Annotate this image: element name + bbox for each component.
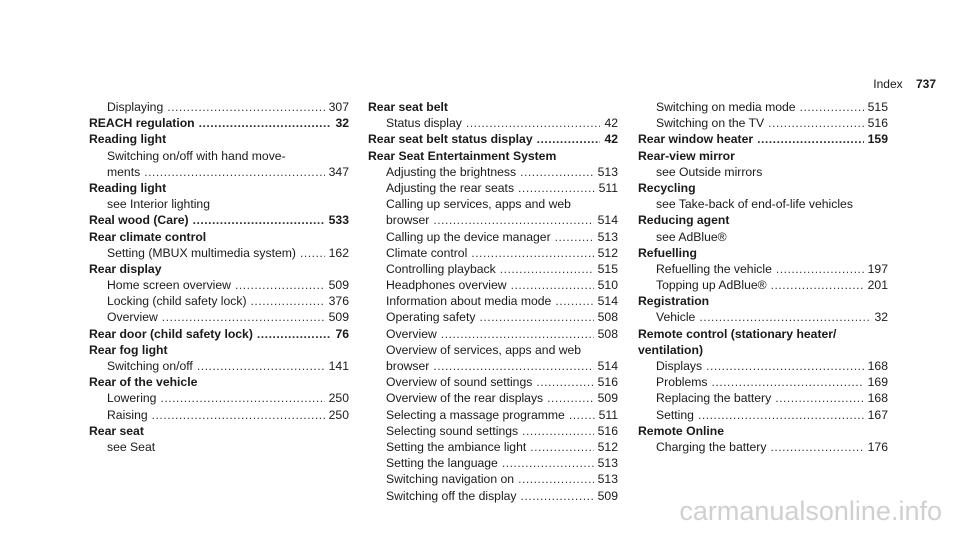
index-subentry [89, 245, 349, 261]
leader-dots [775, 390, 863, 406]
entry-page-number: 347 [328, 164, 349, 179]
index-heading [89, 261, 349, 277]
index-heading [638, 326, 888, 342]
index-subentry [89, 358, 349, 374]
entry-page-number: 514 [597, 294, 618, 309]
leader-dots [555, 293, 593, 309]
entry-label: Displays [656, 359, 703, 373]
index-subentry [368, 407, 618, 423]
index-subentry [638, 99, 888, 115]
leader-dots [555, 229, 594, 245]
index-subentry [368, 164, 618, 180]
index-heading [89, 115, 349, 131]
leader-dots [433, 358, 593, 374]
index-heading [638, 212, 888, 228]
index-subentry [89, 309, 349, 325]
entry-label: Selecting sound settings [386, 423, 519, 438]
index-subentry [368, 455, 618, 471]
entry-label: Topping up AdBlue® [656, 278, 767, 293]
entry-label: Charging the battery [656, 439, 767, 454]
entry-label: Locking (child safety lock) [107, 294, 247, 309]
index-subentry [368, 293, 618, 309]
index-subentry [368, 115, 618, 131]
leader-dots [500, 261, 594, 277]
leader-dots [152, 407, 325, 423]
entry-label: Information about media mode [386, 294, 552, 309]
leader-dots [771, 277, 864, 293]
entry-label: Rear fog light [89, 342, 168, 357]
entry-label: browser [386, 359, 430, 373]
index-heading [638, 245, 888, 261]
index-subentry [368, 326, 618, 342]
entry-page-number: 515 [867, 100, 888, 114]
entry-page-number: 76 [335, 326, 349, 341]
index-subentry [368, 471, 618, 487]
entry-page-number: 509 [597, 488, 618, 503]
index-column-1 [89, 99, 349, 455]
index-subentry [638, 164, 888, 180]
entry-label: see Outside mirrors [656, 164, 763, 179]
index-heading [368, 99, 618, 115]
entry-page-number: 511 [598, 407, 618, 422]
index-subentry [89, 99, 349, 115]
entry-label: Remote Online [638, 423, 725, 438]
index-subentry [368, 423, 618, 439]
entry-label: Operating safety [386, 310, 476, 325]
entry-label: Switching on the TV [656, 116, 765, 131]
index-subentry [638, 277, 888, 293]
entry-page-number: 514 [597, 359, 618, 373]
index-heading [368, 131, 618, 147]
entry-label: Overview of sound settings [386, 375, 533, 390]
index-subentry [638, 439, 888, 455]
entry-page-number: 32 [874, 310, 888, 325]
index-subentry [368, 180, 618, 196]
entry-label: Refuelling [638, 245, 697, 260]
leader-dots [162, 309, 325, 325]
index-subentry [638, 261, 888, 277]
leader-dots [193, 212, 325, 228]
entry-label: Problems [656, 375, 708, 390]
entry-label: Setting the language [386, 456, 498, 471]
index-subentry [638, 390, 888, 406]
watermark: carmanualsonline.info [679, 496, 942, 526]
leader-dots [698, 407, 864, 423]
entry-label: Rear door (child safety lock) [89, 326, 253, 341]
index-subentry [89, 148, 349, 164]
entry-page-number: 176 [867, 439, 888, 454]
entry-label: Calling up the device manager [386, 229, 551, 244]
entry-label: Overview [386, 326, 437, 341]
entry-page-number: 167 [867, 407, 888, 422]
leader-dots [770, 439, 863, 455]
entry-label: Rear seat [89, 423, 144, 438]
leader-dots [518, 180, 595, 196]
leader-dots [547, 390, 594, 406]
index-heading [89, 131, 349, 147]
entry-label: Setting (MBUX multimedia system) [107, 245, 296, 260]
index-subentry [368, 261, 618, 277]
entry-label: Recycling [638, 180, 696, 195]
leader-dots [160, 390, 324, 406]
index-subentry [368, 390, 618, 406]
leader-dots [511, 277, 594, 293]
entry-page-number: 162 [328, 245, 349, 260]
entry-label: Overview of services, apps and web [386, 342, 582, 357]
index-subentry [368, 277, 618, 293]
entry-label: browser [386, 213, 430, 228]
entry-page-number: 533 [328, 213, 349, 228]
index-heading [638, 342, 888, 358]
leader-dots [536, 374, 593, 390]
entry-label: Rear window heater [638, 132, 754, 147]
entry-page-number: 169 [867, 375, 888, 390]
leader-dots [711, 374, 863, 390]
index-subentry [89, 390, 349, 406]
entry-page-number: 516 [867, 116, 888, 131]
entry-label: see Take-back of end-of-life vehicles [656, 197, 853, 212]
leader-dots [757, 131, 864, 147]
entry-label: Switching off the display [386, 488, 517, 503]
entry-label: ments [107, 164, 141, 179]
index-subentry [368, 245, 618, 261]
entry-label: Reducing agent [638, 213, 730, 228]
index-subentry [89, 164, 349, 180]
entry-page-number: 197 [867, 261, 888, 276]
entry-label: Lowering [107, 391, 157, 406]
index-subentry [368, 374, 618, 390]
entry-label: Adjusting the rear seats [386, 180, 515, 195]
leader-dots [569, 407, 595, 423]
leader-dots [699, 309, 870, 325]
entry-label: Vehicle [656, 310, 696, 325]
entry-page-number: 509 [597, 391, 618, 406]
entry-label: Climate control [386, 245, 468, 260]
index-subentry [638, 358, 888, 374]
entry-label: Status display [386, 116, 462, 131]
index-column-3 [638, 99, 888, 455]
index-heading [89, 342, 349, 358]
index-heading [638, 131, 888, 147]
index-subentry [638, 374, 888, 390]
index-subentry [368, 439, 618, 455]
entry-page-number: 32 [335, 116, 349, 131]
page-number: 737 [915, 77, 936, 91]
entry-label: Headphones overview [386, 278, 507, 293]
entry-page-number: 512 [597, 245, 618, 260]
index-subentry [638, 407, 888, 423]
entry-label: Reading light [89, 132, 167, 147]
entry-page-number: 510 [597, 278, 618, 293]
leader-dots [251, 293, 325, 309]
entry-label: ventilation) [638, 342, 704, 357]
index-subentry [368, 488, 618, 504]
index-subentry [368, 212, 618, 228]
entry-label: Switching on/off with hand move- [107, 148, 286, 163]
leader-dots [776, 261, 864, 277]
entry-page-number: 516 [597, 375, 618, 390]
index-subentry [368, 358, 618, 374]
entry-page-number: 514 [597, 213, 618, 228]
leader-dots [197, 358, 325, 374]
entry-label: Home screen overview [107, 278, 231, 293]
index-subentry [368, 229, 618, 245]
entry-label: Rear-view mirror [638, 148, 735, 163]
entry-page-number: 168 [867, 391, 888, 406]
entry-label: Rear climate control [89, 229, 207, 244]
entry-label: Registration [638, 294, 710, 309]
leader-dots [199, 115, 332, 131]
index-heading [368, 148, 618, 164]
entry-label: Overview of the rear displays [386, 391, 544, 406]
entry-label: Displaying [107, 100, 164, 114]
entry-page-number: 512 [597, 439, 618, 454]
leader-dots [167, 99, 324, 115]
leader-dots [518, 471, 594, 487]
index-subentry [368, 309, 618, 325]
entry-page-number: 513 [597, 456, 618, 471]
index-heading [638, 423, 888, 439]
index-heading [89, 180, 349, 196]
entry-label: see AdBlue® [656, 229, 727, 244]
index-subentry [638, 115, 888, 131]
entry-page-number: 508 [597, 310, 618, 325]
leader-dots [537, 131, 601, 147]
leader-dots [520, 164, 594, 180]
index-subentry [89, 293, 349, 309]
entry-page-number: 513 [597, 229, 618, 244]
entry-page-number: 159 [867, 132, 888, 147]
entry-label: see Seat [107, 439, 156, 454]
entry-page-number: 141 [328, 359, 349, 373]
entry-page-number: 42 [604, 116, 618, 131]
index-heading [89, 374, 349, 390]
entry-page-number: 515 [597, 261, 618, 276]
entry-page-number: 250 [328, 407, 349, 422]
entry-page-number: 201 [867, 278, 888, 293]
entry-label: Refuelling the vehicle [656, 261, 772, 276]
entry-label: Controlling playback [386, 261, 496, 276]
entry-label: Selecting a massage programme [386, 407, 565, 422]
leader-dots [257, 326, 332, 342]
entry-label: Remote control (stationary heater/ [638, 326, 837, 341]
index-subentry [638, 229, 888, 245]
index-heading [638, 148, 888, 164]
entry-label: Rear seat belt [368, 100, 448, 114]
index-heading [89, 229, 349, 245]
index-heading [638, 180, 888, 196]
entry-label: Rear seat belt status display [368, 132, 533, 147]
index-subentry [89, 196, 349, 212]
index-heading [638, 293, 888, 309]
leader-dots [521, 488, 594, 504]
entry-label: Setting the ambiance light [386, 439, 527, 454]
leader-dots [433, 212, 593, 228]
index-heading [89, 212, 349, 228]
entry-label: Rear of the vehicle [89, 375, 198, 390]
entry-label: Switching navigation on [386, 472, 515, 487]
entry-label: Raising [107, 407, 148, 422]
entry-label: Overview [107, 310, 158, 325]
entry-label: see Interior lighting [107, 197, 210, 212]
entry-page-number: 513 [597, 164, 618, 179]
entry-label: REACH regulation [89, 116, 195, 131]
index-subentry [368, 196, 618, 212]
leader-dots [479, 309, 593, 325]
entry-page-number: 508 [597, 326, 618, 341]
leader-dots [441, 326, 594, 342]
leader-dots [522, 423, 594, 439]
index-heading [89, 423, 349, 439]
entry-label: Reading light [89, 180, 167, 195]
index-subentry [368, 342, 618, 358]
leader-dots [144, 164, 324, 180]
index-heading [89, 326, 349, 342]
section-title: Index [873, 77, 903, 91]
entry-label: Rear display [89, 261, 162, 276]
leader-dots [471, 245, 593, 261]
leader-dots [235, 277, 325, 293]
page-header [873, 77, 936, 91]
entry-label: Setting [656, 407, 694, 422]
entry-label: Rear Seat Entertainment System [368, 148, 557, 163]
leader-dots [706, 358, 864, 374]
index-subentry [89, 407, 349, 423]
leader-dots [502, 455, 594, 471]
index-subentry [638, 196, 888, 212]
entry-page-number: 42 [604, 132, 618, 147]
entry-label: Adjusting the brightness [386, 164, 517, 179]
leader-dots [768, 115, 863, 131]
entry-label: Switching on media mode [656, 100, 796, 114]
entry-page-number: 509 [328, 278, 349, 293]
entry-page-number: 511 [598, 180, 618, 195]
entry-page-number: 513 [597, 472, 618, 487]
leader-dots [300, 245, 325, 261]
index-subentry [89, 439, 349, 455]
entry-label: Real wood (Care) [89, 213, 189, 228]
entry-page-number: 307 [328, 100, 349, 114]
index-column-2 [368, 99, 618, 504]
entry-page-number: 168 [867, 359, 888, 373]
index-subentry [638, 309, 888, 325]
entry-page-number: 376 [328, 294, 349, 309]
index-subentry [89, 277, 349, 293]
leader-dots [466, 115, 601, 131]
entry-page-number: 509 [328, 310, 349, 325]
entry-page-number: 250 [328, 391, 349, 406]
entry-label: Replacing the battery [656, 391, 772, 406]
entry-label: Switching on/off [107, 359, 193, 373]
leader-dots [800, 99, 864, 115]
entry-page-number: 516 [597, 423, 618, 438]
leader-dots [530, 439, 593, 455]
entry-label: Calling up services, apps and web [386, 197, 571, 212]
